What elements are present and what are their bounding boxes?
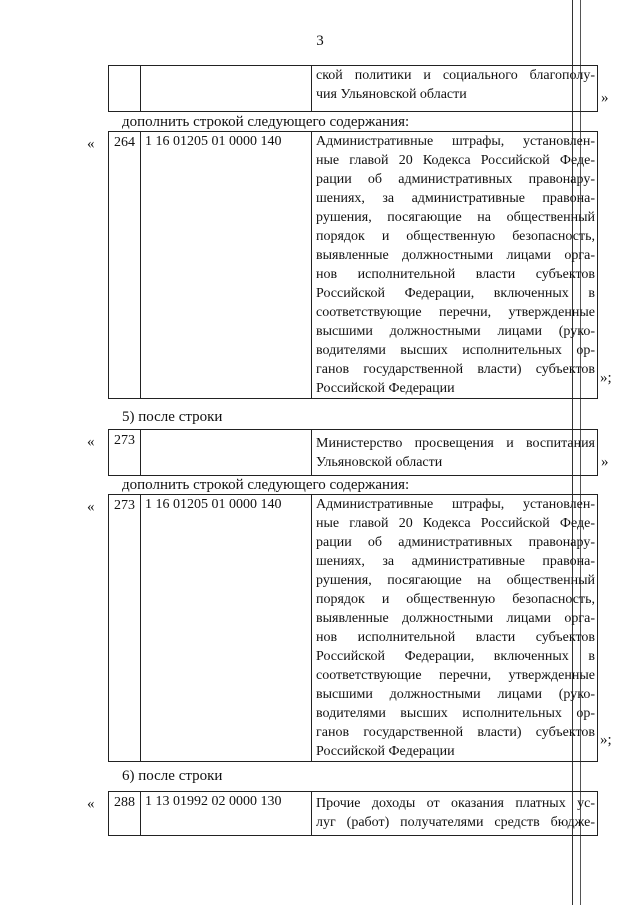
row-number: 273 <box>109 430 141 476</box>
description-line: ганов государственной власти) субъектов <box>316 362 595 377</box>
description-line: ные главой 20 Кодекса Российской Феде- <box>316 516 595 531</box>
page-number: 3 <box>316 33 324 49</box>
instruction-text: дополнить строкой следующего содержания: <box>122 114 410 130</box>
description-line: выявленные должностными лицами орга- <box>316 611 595 626</box>
description-line: соответствующие перечни, утвержденные <box>316 305 595 320</box>
opening-quote: « <box>87 434 95 450</box>
section-heading: 5) после строки <box>122 409 223 425</box>
description-line: шениях, за административные правона- <box>316 554 595 569</box>
closing-quote: »; <box>600 370 612 386</box>
kbk-code <box>141 66 312 112</box>
description-line: Министерство просвещения и воспитания <box>316 436 595 451</box>
row-description <box>312 495 598 762</box>
description-line: Российской Федерации, включенных в <box>316 286 595 301</box>
row-description <box>312 132 598 399</box>
description-line: Административные штрафы, установлен- <box>316 497 595 512</box>
description-line: рации об административных правонару- <box>316 535 595 550</box>
instruction-text: дополнить строкой следующего содержания: <box>122 477 410 493</box>
row-description <box>312 792 598 836</box>
description-line: рушения, посягающие на общественный <box>316 573 595 588</box>
description-line: рушения, посягающие на общественный <box>316 210 595 225</box>
closing-quote: » <box>601 454 609 470</box>
description-line: Российской Федерации <box>316 744 455 759</box>
description-line: шениях, за административные правона- <box>316 191 595 206</box>
description-line: Прочие доходы от оказания платных ус- <box>316 796 595 811</box>
description-line: водителями высших исполнительных ор- <box>316 706 595 721</box>
section-heading: 6) после строки <box>122 768 223 784</box>
row-number <box>109 66 141 112</box>
description-line: порядок и общественную безопасность, <box>316 592 595 607</box>
description-line: ные главой 20 Кодекса Российской Феде- <box>316 153 595 168</box>
row-number: 264 <box>109 132 141 399</box>
description-line: соответствующие перечни, утвержденные <box>316 668 595 683</box>
description-line: Ульяновской области <box>316 455 443 470</box>
table-row-264 <box>108 131 598 399</box>
description-line: выявленные должностными лицами орга- <box>316 248 595 263</box>
description-line: ганов государственной власти) субъектов <box>316 725 595 740</box>
description-line: чия Ульяновской области <box>316 87 467 102</box>
description-line: нов исполнительной власти субъектов <box>316 267 595 282</box>
description-line: Административные штрафы, установлен- <box>316 134 595 149</box>
table-row-prev <box>108 65 598 112</box>
table-row-288 <box>108 791 598 836</box>
row-description <box>312 66 598 112</box>
description-line: высшими должностными лицами (руко- <box>316 324 595 339</box>
kbk-code: 1 13 01992 02 0000 130 <box>141 792 312 836</box>
description-line: нов исполнительной власти субъектов <box>316 630 595 645</box>
description-line: рации об административных правонару- <box>316 172 595 187</box>
closing-quote: » <box>601 90 609 106</box>
kbk-code: 1 16 01205 01 0000 140 <box>141 132 312 399</box>
description-line: ской политики и социального благополу- <box>316 68 595 83</box>
description-line: Российской Федерации, включенных в <box>316 649 595 664</box>
kbk-code: 1 16 01205 01 0000 140 <box>141 495 312 762</box>
opening-quote: « <box>87 796 95 812</box>
description-line: высшими должностными лицами (руко- <box>316 687 595 702</box>
opening-quote: « <box>87 499 95 515</box>
description-line: водителями высших исполнительных ор- <box>316 343 595 358</box>
kbk-code <box>141 430 312 476</box>
row-number: 273 <box>109 495 141 762</box>
row-description <box>312 430 598 476</box>
description-line: Российской Федерации <box>316 381 455 396</box>
opening-quote: « <box>87 136 95 152</box>
table-row-273-new <box>108 494 598 762</box>
closing-quote: »; <box>600 732 612 748</box>
description-line: луг (работ) получателями средств бюдже- <box>316 815 595 830</box>
row-number: 288 <box>109 792 141 836</box>
description-line: порядок и общественную безопасность, <box>316 229 595 244</box>
table-row-273-old <box>108 429 598 476</box>
